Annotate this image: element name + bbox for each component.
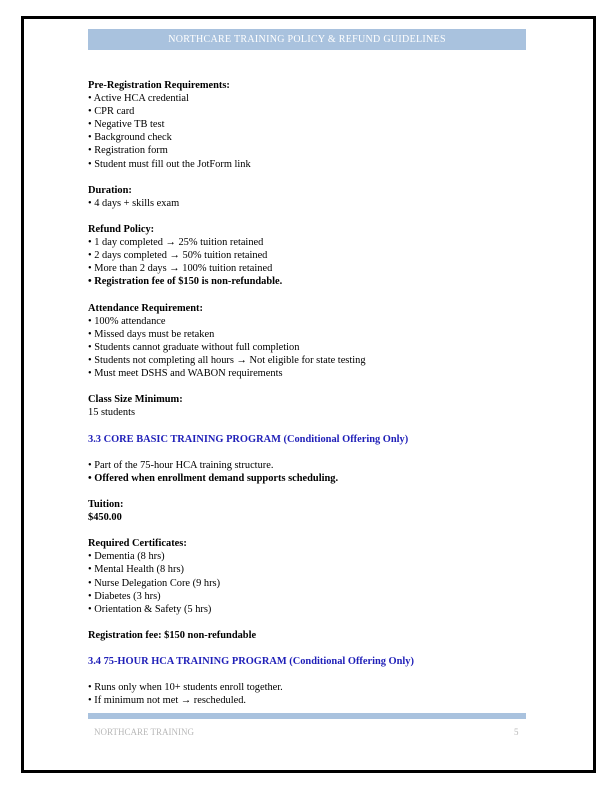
list-item: • Offered when enrollment demand supports scheduling. — [88, 472, 339, 484]
list-item: • If minimum not met → rescheduled. — [88, 695, 247, 707]
registration-fee-note: • Registration fee of $150 is non-refundable. — [88, 276, 283, 288]
list-item: • Dementia (8 hrs) — [88, 551, 165, 563]
list-item: • Orientation & Safety (5 hrs) — [88, 603, 212, 615]
list-item: • Background check — [88, 132, 172, 144]
list-item: • Nurse Delegation Core (9 hrs) — [88, 577, 221, 589]
header-bar — [88, 29, 526, 50]
page-number: 5 — [514, 727, 519, 737]
list-item: • Negative TB test — [88, 119, 165, 131]
list-item: • More than 2 days → 100% tuition retained — [88, 263, 273, 275]
list-item: • 2 days completed → 50% tuition retained — [88, 250, 268, 262]
section-title-core-basic: 3.3 CORE BASIC TRAINING PROGRAM (Conditional Offering Only) — [88, 433, 409, 445]
class-size-value: 15 students — [88, 407, 136, 419]
list-item: • 100% attendance — [88, 315, 166, 327]
document-body — [88, 79, 528, 708]
registration-fee: Registration fee: $150 non-refundable — [88, 629, 257, 641]
list-item: • Students not completing all hours → Not eligible for state testing — [88, 354, 366, 366]
certificates-heading: Required Certificates: — [88, 538, 187, 550]
list-item: • 1 day completed → 25% tuition retained — [88, 237, 264, 249]
section-title-hca75: 3.4 75-HOUR HCA TRAINING PROGRAM (Conditional Offering Only) — [88, 656, 414, 668]
refund-heading: Refund Policy: — [88, 224, 155, 236]
list-item: • 4 days + skills exam — [88, 197, 180, 209]
list-item: • CPR card — [88, 106, 135, 118]
duration-heading: Duration: — [88, 184, 132, 196]
tuition-value: $450.00 — [88, 512, 122, 524]
list-item: • Runs only when 10+ students enroll together. — [88, 682, 283, 694]
attendance-heading: Attendance Requirement: — [88, 302, 203, 314]
list-item: • Missed days must be retaken — [88, 328, 215, 340]
list-item: • Registration form — [88, 145, 168, 157]
tuition-heading: Tuition: — [88, 499, 124, 510]
document-title: NORTHCARE TRAINING POLICY & REFUND GUIDELINES — [168, 34, 446, 45]
list-item: • Part of the 75-hour HCA training structure. — [88, 459, 274, 471]
list-item: • Diabetes (3 hrs) — [88, 590, 161, 602]
footer-org-name: NORTHCARE TRAINING — [94, 727, 195, 737]
class-size-heading: Class Size Minimum: — [88, 394, 183, 406]
pre-registration-heading: Pre-Registration Requirements: — [88, 80, 230, 91]
list-item: • Mental Health (8 hrs) — [88, 564, 184, 576]
list-item: • Active HCA credential — [88, 93, 189, 105]
list-item: • Student must fill out the JotForm link — [88, 158, 251, 170]
footer-bar — [88, 713, 526, 719]
list-item: • Students cannot graduate without full completion — [88, 341, 300, 353]
list-item: • Must meet DSHS and WABON requirements — [88, 368, 283, 380]
